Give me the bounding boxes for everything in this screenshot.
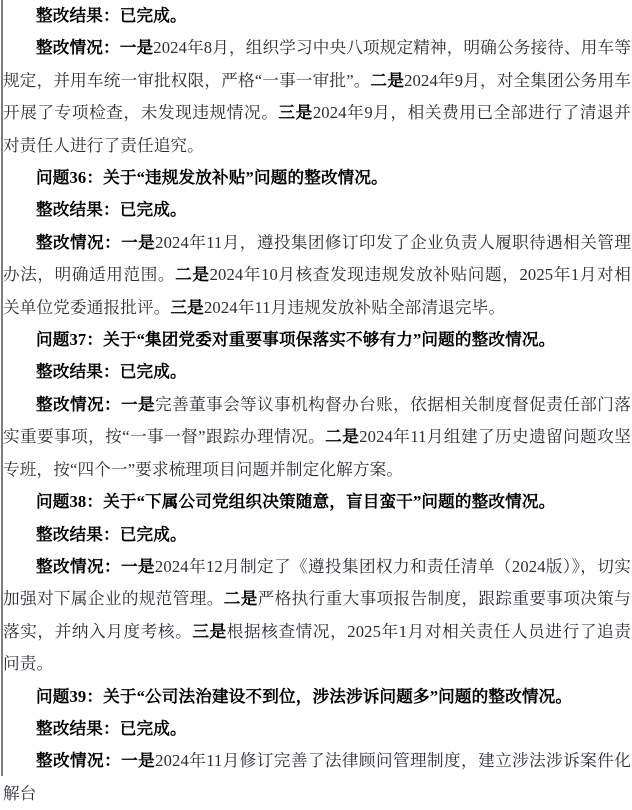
bold-text-segment: 问题39：关于“公司法治建设不到位，涉法涉诉问题多”问题的整改情况。 <box>36 686 573 706</box>
paragraph-detail <box>3 227 631 324</box>
bold-text-segment: 二是 <box>223 589 258 609</box>
body-text-segment: 2024年8月，组织学习中央八项规定精神，明确公务接待、用车等规定，并用车统一审批权限，严格“一事一审批”。 <box>3 38 631 90</box>
body-text-segment: 严格执行重大事项报告制度，跟踪重要事项决策与落实，并纳入月度考核。 <box>3 589 631 641</box>
paragraph-result <box>3 519 631 551</box>
bold-text-segment: 整改情况：一是 <box>36 556 155 576</box>
bold-text-segment: 二是 <box>370 70 405 90</box>
paragraph-result <box>3 713 631 745</box>
bold-text-segment: 二是 <box>175 265 210 285</box>
paragraph-question <box>3 324 631 356</box>
bold-text-segment: 整改情况：一是 <box>36 751 156 771</box>
bold-text-segment: 整改情况：一是 <box>36 232 156 252</box>
body-text-segment: 2024年12月制定了《遵投集团权力和责任清单（2024版）》，切实加强对下属企业的规范管理。 <box>3 556 631 609</box>
paragraph-result <box>3 194 631 226</box>
bold-text-segment: 三是 <box>192 621 227 641</box>
bold-text-segment: 整改结果：已完成。 <box>36 6 187 25</box>
paragraph-detail <box>3 551 631 681</box>
body-text-segment: 2024年9月，相关费用已全部进行了清退并对责任人进行了责任追究。 <box>3 103 631 155</box>
bold-text-segment: 问题38：关于“下属公司党组织决策随意，盲目蛮干”问题的整改情况。 <box>36 492 556 512</box>
bold-text-segment: 二是 <box>325 427 360 447</box>
paragraph-result <box>3 356 631 388</box>
body-text-segment: 根据核查情况，2025年1月对相关责任人员进行了追责问责。 <box>3 621 631 674</box>
paragraph-question <box>3 681 631 713</box>
body-text-segment: 2024年11月组建了历史遗留问题攻坚专班，按“四个一”要求梳理项目问题并制定化解方案。 <box>3 427 631 479</box>
paragraph-question <box>3 162 631 194</box>
body-text-segment: 2024年10月核查发现违规发放补贴问题，2025年1月对相关单位党委通报批评。 <box>3 265 632 317</box>
body-text-segment: 2024年11月违规发放补贴全部清退完毕。 <box>203 297 506 317</box>
bold-text-segment: 整改结果：已完成。 <box>36 524 187 544</box>
bold-text-segment: 问题36：关于“违规发放补贴”问题的整改情况。 <box>36 168 388 188</box>
paragraph-detail <box>3 745 631 810</box>
bold-text-segment: 三是 <box>170 297 204 317</box>
paragraph-question <box>3 486 631 518</box>
body-text-segment: 2024年11月，遵投集团修订印发了企业负责人履职待遇相关管理办法，明确适用范围。 <box>3 232 631 285</box>
body-text-segment: 2024年11月修订完善了法律顾问管理制度，建立涉法涉诉案件化解台 <box>3 751 631 803</box>
bold-text-segment: 整改情况：一是 <box>36 394 156 414</box>
body-text-segment: 完善董事会等议事机构督办台账，依据相关制度督促责任部门落实重要事项，按“一事一督”跟踪办理情况。 <box>3 394 631 447</box>
body-text-segment: 2024年9月，对全集团公务用车开展了专项检查，未发现违规情况。 <box>3 70 631 123</box>
bold-text-segment: 三是 <box>278 103 313 123</box>
paragraph-result <box>3 0 631 32</box>
bold-text-segment: 问题37：关于“集团党委对重要事项保落实不够有力”问题的整改情况。 <box>36 330 556 350</box>
bold-text-segment: 整改结果：已完成。 <box>36 718 187 738</box>
bold-text-segment: 整改结果：已完成。 <box>36 362 187 382</box>
bold-text-segment: 整改结果：已完成。 <box>36 200 187 220</box>
paragraph-detail <box>3 389 631 486</box>
paragraph-detail <box>3 32 631 162</box>
document-body <box>3 0 631 810</box>
bold-text-segment: 整改情况：一是 <box>36 38 154 58</box>
